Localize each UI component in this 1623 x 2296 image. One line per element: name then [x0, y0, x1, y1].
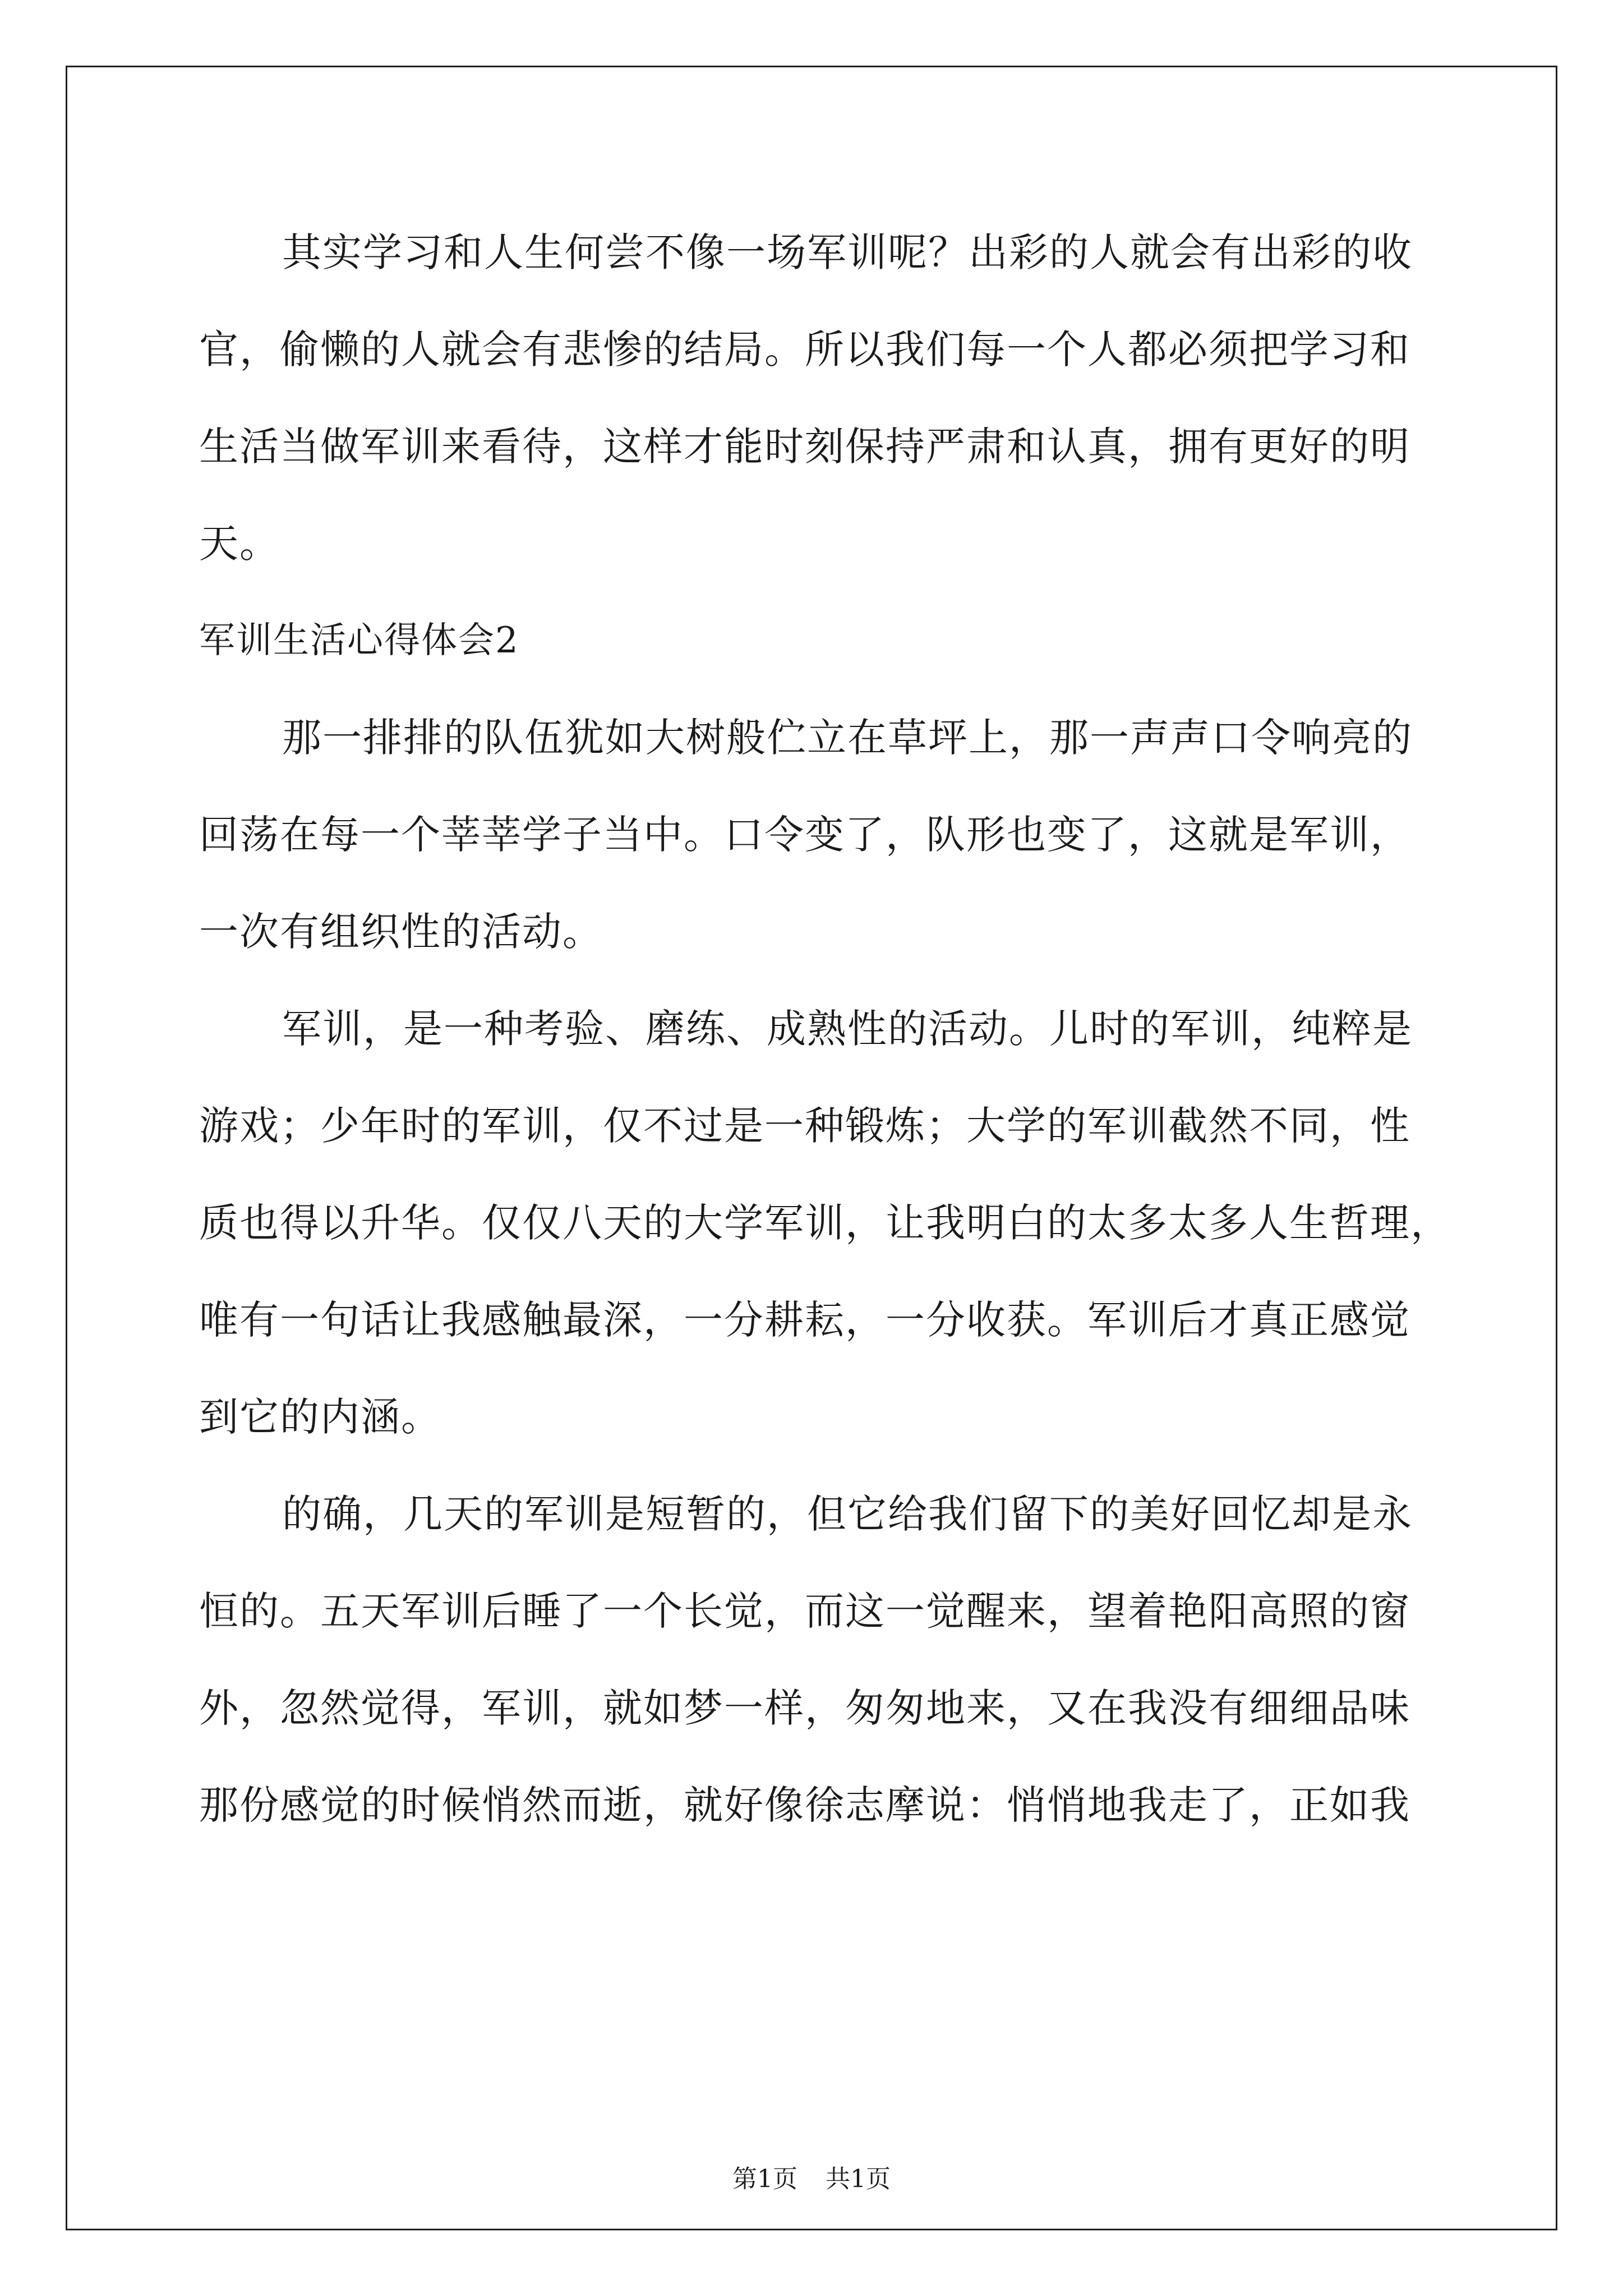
text-line: 天。: [199, 521, 280, 567]
paragraph: [199, 990, 1451, 1475]
text-line: 回荡在每一个莘莘学子当中。口令变了，队形也变了，这就是军训，: [199, 812, 1410, 858]
paragraph: [199, 1475, 1433, 1863]
page-total: 共1页: [826, 2165, 891, 2193]
text-line: 军训，是一种考验、磨练、成熟性的活动。儿时的军训，纯粹是: [282, 1006, 1413, 1052]
text-line: 生活当做军训来看待，这样才能时刻保持严肃和认真，拥有更好的明: [199, 424, 1410, 470]
heading-text: 军训生活心得体会2: [199, 620, 519, 661]
text-line: 到它的内涵。: [199, 1394, 441, 1440]
page-footer: [0, 2162, 1623, 2196]
text-line: 质也得以升华。仅仅八天的大学军训，让我明白的太多太多人生哲理，: [199, 1200, 1451, 1246]
paragraph: [199, 213, 1433, 601]
text-line: 官，偷懒的人就会有悲惨的结局。所以我们每一个人都必须把学习和: [199, 326, 1410, 372]
text-line: 那份感觉的时候悄然而逝，就好像徐志摩说：悄悄地我走了，正如我: [199, 1782, 1410, 1828]
text-line: 其实学习和人生何尝不像一场军训呢？出彩的人就会有出彩的收: [282, 229, 1413, 275]
text-line: 唯有一句话让我感触最深，一分耕耘，一分收获。军训后才真正感觉: [199, 1297, 1410, 1343]
text-line: 一次有组织性的活动。: [199, 909, 603, 955]
text-line: 恒的。五天军训后睡了一个长觉，而这一觉醒来，望着艳阳高照的窗: [199, 1588, 1410, 1634]
paragraph: [199, 698, 1433, 990]
text-line: 那一排排的队伍犹如大树般伫立在草坪上，那一声声口令响亮的: [282, 715, 1413, 761]
page-number: 第1页: [732, 2165, 797, 2193]
text-line: 的确，几天的军训是短暂的，但它给我们留下的美好回忆却是永: [282, 1491, 1413, 1537]
text-line: 外，忽然觉得，军训，就如梦一样，匆匆地来，又在我没有细细品味: [199, 1685, 1410, 1731]
section-heading: [199, 601, 1433, 698]
document-body: [199, 213, 1451, 1863]
text-line: 游戏；少年时的军训，仅不过是一种锻炼；大学的军训截然不同，性: [199, 1103, 1410, 1149]
